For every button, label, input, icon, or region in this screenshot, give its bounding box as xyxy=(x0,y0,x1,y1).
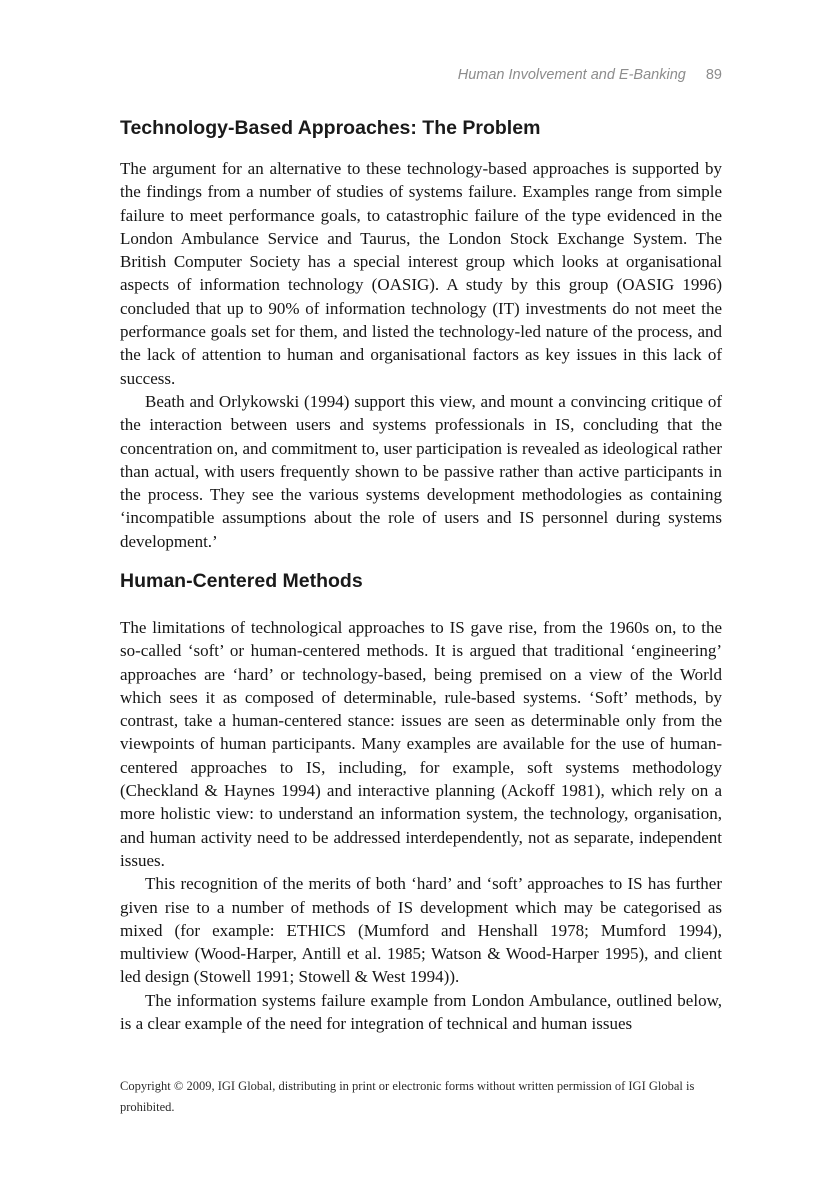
page-number: 89 xyxy=(705,67,722,83)
paragraph: This recognition of the merits of both ‘hard’ and ‘soft’ approaches to IS has further given rise to a number of methods of IS development which may be categorised as mixed (for example: ETHICS (Mumford and Henshall 1978; Mumford 1994), multiview (Wood-Harper, Antill et al. 1985; Watson & Wood-Harper 1995), and client led design (Stowell 1991; Stowell & West 1994)). xyxy=(120,874,722,987)
running-title: Human Involvement and E-Banking xyxy=(457,67,686,83)
paragraph: The argument for an alternative to these technology-based approaches is supported by the findings from a number of studies of systems failure. Examples range from simple failure to meet performance goals, to catastrophic failure of the type evidenced in the London Ambulance Service and Taurus, the London Stock Exchange System. The British Computer Society has a special interest group which looks at organisational aspects of information technology (OASIG). A study by this group (OASIG 1996) concluded that up to 90% of information technology (IT) investments do not meet the performance goals set for them, and listed the technology-led nature of the process, and the lack of attention to human and organisational factors as key issues in this lack of success. xyxy=(120,159,722,388)
paragraph: The limitations of technological approaches to IS gave rise, from the 1960s on, to the so-called ‘soft’ or human-centered methods. It is argued that traditional ‘engineering’ approaches are ‘hard’ or technology-based, being premised on a view of the World which sees it as composed of determinable, rule-based systems. ‘Soft’ methods, by contrast, take a human-centered stance: issues are seen as determinable only from the viewpoints of human participants. Many examples are available for the use of human-centered approaches to IS, including, for example, soft systems methodology (Checkland & Haynes 1994) and interactive planning (Ackoff 1981), which rely on a more holistic view: to understand an information system, the technology, organisation, and human activity need to be addressed interdependently, not as separate, independent issues. xyxy=(120,618,722,870)
paragraph: The information systems failure example from London Ambulance, outlined below, is a clear example of the need for integration of technical and human issues xyxy=(120,990,722,1034)
section-heading-human-centered-methods: Human-Centered Methods xyxy=(120,570,363,592)
paragraph: Beath and Orlykowski (1994) support this view, and mount a convincing critique of the interaction between users and systems professionals in IS, concluding that the concentration on, and commitment to, user participation is revealed as ideological rather than actual, with users frequently shown to be passive rather than active participants in the process. They see the various systems development methodologies as containing ‘incompatible assumptions about the role of users and IS personnel during systems development.’ xyxy=(120,391,722,551)
copyright-notice: Copyright © 2009, IGI Global, distributing in print or electronic forms without written permission of IGI Global is prohibited. xyxy=(120,1079,695,1114)
running-header xyxy=(120,67,722,83)
section-heading-technology-based-approaches: Technology-Based Approaches: The Problem xyxy=(120,117,541,139)
section-body-technology xyxy=(120,157,722,553)
section-body-human-centered xyxy=(120,616,722,1035)
